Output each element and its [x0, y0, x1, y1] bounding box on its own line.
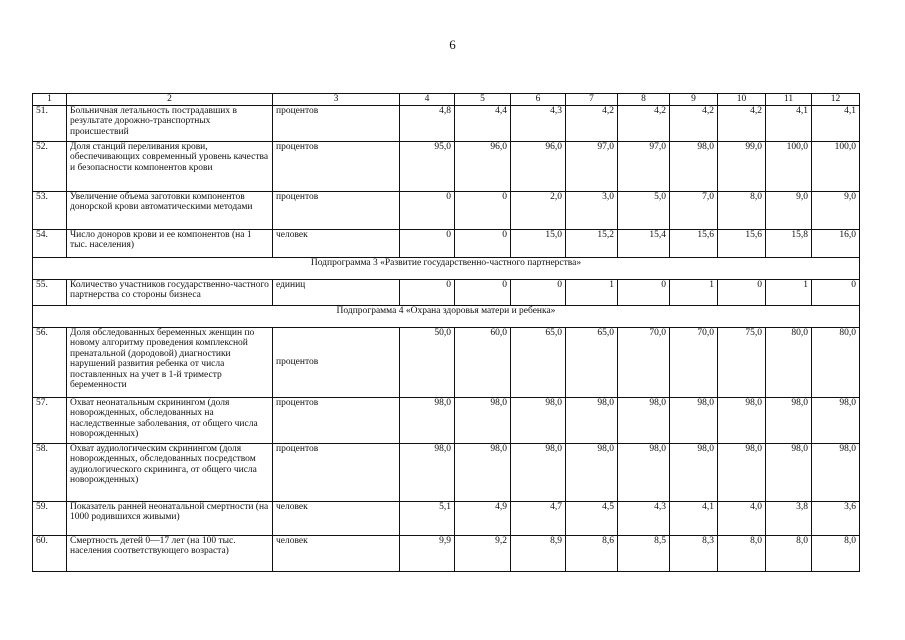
subprogram-title: Подпрограмма 4 «Охрана здоровья матери и ребенка» — [33, 305, 860, 327]
value-cell: 4,3 — [618, 501, 670, 535]
value-cell: 98,0 — [670, 443, 718, 501]
value-cell: 4,2 — [618, 105, 670, 141]
value-cell: 4,2 — [670, 105, 718, 141]
value-cell: 98,0 — [511, 397, 566, 443]
indicator-name: Количество участников государственно-частного партнерства со стороны бизнеса — [67, 279, 273, 305]
value-cell: 5,1 — [400, 501, 455, 535]
value-cell: 8,0 — [766, 535, 812, 571]
column-number-cell: 9 — [670, 94, 718, 106]
value-cell: 4,0 — [718, 501, 766, 535]
value-cell: 98,0 — [566, 397, 618, 443]
column-number-cell: 3 — [273, 94, 400, 106]
value-cell: 8,0 — [718, 535, 766, 571]
value-cell: 98,0 — [812, 443, 860, 501]
value-cell: 98,0 — [566, 443, 618, 501]
value-cell: 98,0 — [455, 443, 511, 501]
indicator-name: Показатель ранней неонатальной смертности (на 1000 родившихся живыми) — [67, 501, 273, 535]
table-row — [33, 105, 860, 141]
row-number: 55. — [33, 279, 67, 305]
value-cell: 0 — [455, 191, 511, 229]
value-cell: 4,3 — [511, 105, 566, 141]
value-cell: 4,1 — [670, 501, 718, 535]
column-number-cell: 8 — [618, 94, 670, 106]
indicator-name: Доля обследованных беременных женщин по новому алгоритму проведения комплексной пренатальной (дородовой) диагностики нарушений развития ребенка от числа поставленных на учет в 1-й триместр беременности — [67, 327, 273, 397]
value-cell: 15,0 — [511, 229, 566, 257]
value-cell: 65,0 — [566, 327, 618, 397]
value-cell: 60,0 — [455, 327, 511, 397]
table-row — [33, 229, 860, 257]
value-cell: 98,0 — [718, 397, 766, 443]
value-cell: 15,6 — [670, 229, 718, 257]
value-cell: 15,2 — [566, 229, 618, 257]
value-cell: 8,9 — [511, 535, 566, 571]
value-cell: 98,0 — [670, 397, 718, 443]
column-number-cell: 1 — [33, 94, 67, 106]
indicator-name: Больничная летальность пострадавших в результате дорожно-транспортных происшествий — [67, 105, 273, 141]
indicator-name: Число доноров крови и ее компонентов (на 1 тыс. населения) — [67, 229, 273, 257]
value-cell: 0 — [400, 191, 455, 229]
page-number: 6 — [449, 37, 456, 52]
indicator-name: Охват аудиологическим скринингом (доля новорожденных, обследованных посредством аудиологического скрининга, от общего числа новорожденных) — [67, 443, 273, 501]
value-cell: 7,0 — [670, 191, 718, 229]
value-cell: 0 — [455, 279, 511, 305]
value-cell: 15,4 — [618, 229, 670, 257]
value-cell: 1 — [766, 279, 812, 305]
value-cell: 1 — [670, 279, 718, 305]
column-number-cell: 11 — [766, 94, 812, 106]
table-row — [33, 191, 860, 229]
value-cell: 4,8 — [400, 105, 455, 141]
value-cell: 98,0 — [511, 443, 566, 501]
unit-cell: человек — [273, 229, 400, 257]
table-row — [33, 327, 860, 397]
row-number: 52. — [33, 141, 67, 191]
column-number-cell: 10 — [718, 94, 766, 106]
value-cell: 0 — [455, 229, 511, 257]
table-row — [33, 279, 860, 305]
value-cell: 0 — [718, 279, 766, 305]
value-cell: 3,6 — [812, 501, 860, 535]
value-cell: 70,0 — [618, 327, 670, 397]
table-row — [33, 397, 860, 443]
value-cell: 4,5 — [566, 501, 618, 535]
column-number-cell: 7 — [566, 94, 618, 106]
column-number-cell: 6 — [511, 94, 566, 106]
column-number-cell: 12 — [812, 94, 860, 106]
column-number-cell: 2 — [67, 94, 273, 106]
value-cell: 50,0 — [400, 327, 455, 397]
row-number: 57. — [33, 397, 67, 443]
column-number-cell: 4 — [400, 94, 455, 106]
value-cell: 15,6 — [718, 229, 766, 257]
value-cell: 95,0 — [400, 141, 455, 191]
value-cell: 96,0 — [511, 141, 566, 191]
subprogram-title: Подпрограмма 3 «Развитие государственно-частного партнерства» — [33, 257, 860, 279]
indicators-table — [32, 93, 860, 572]
value-cell: 4,4 — [455, 105, 511, 141]
unit-cell: процентов — [273, 141, 400, 191]
unit-cell: процентов — [273, 397, 400, 443]
unit-cell: процентов — [273, 191, 400, 229]
indicator-name: Доля станций переливания крови, обеспечивающих современный уровень качества и безопасности компонентов крови — [67, 141, 273, 191]
value-cell: 3,0 — [566, 191, 618, 229]
value-cell: 8,5 — [618, 535, 670, 571]
value-cell: 4,2 — [718, 105, 766, 141]
unit-cell: человек — [273, 501, 400, 535]
value-cell: 0 — [400, 229, 455, 257]
value-cell: 4,2 — [566, 105, 618, 141]
row-number: 51. — [33, 105, 67, 141]
value-cell: 98,0 — [400, 443, 455, 501]
column-number-header-row — [33, 94, 860, 106]
indicator-name: Охват неонатальным скринингом (доля новорожденных, обследованных на наследственные заболевания, от общего числа новорожденных) — [67, 397, 273, 443]
value-cell: 98,0 — [455, 397, 511, 443]
indicator-name: Увеличение объема заготовки компонентов донорской крови автоматическими методами — [67, 191, 273, 229]
value-cell: 16,0 — [812, 229, 860, 257]
value-cell: 97,0 — [618, 141, 670, 191]
value-cell: 0 — [400, 279, 455, 305]
value-cell: 100,0 — [766, 141, 812, 191]
value-cell: 8,6 — [566, 535, 618, 571]
value-cell: 0 — [511, 279, 566, 305]
value-cell: 80,0 — [766, 327, 812, 397]
value-cell: 98,0 — [718, 443, 766, 501]
row-number: 58. — [33, 443, 67, 501]
value-cell: 65,0 — [511, 327, 566, 397]
value-cell: 0 — [618, 279, 670, 305]
row-number: 60. — [33, 535, 67, 571]
value-cell: 70,0 — [670, 327, 718, 397]
table-row — [33, 501, 860, 535]
value-cell: 4,1 — [766, 105, 812, 141]
unit-cell: процентов — [273, 105, 400, 141]
value-cell: 75,0 — [718, 327, 766, 397]
unit-cell: единиц — [273, 279, 400, 305]
table-row — [33, 535, 860, 571]
unit-cell: человек — [273, 535, 400, 571]
value-cell: 4,1 — [812, 105, 860, 141]
value-cell: 98,0 — [766, 443, 812, 501]
row-number: 56. — [33, 327, 67, 397]
column-number-cell: 5 — [455, 94, 511, 106]
value-cell: 9,2 — [455, 535, 511, 571]
value-cell: 98,0 — [812, 397, 860, 443]
value-cell: 8,0 — [812, 535, 860, 571]
value-cell: 15,8 — [766, 229, 812, 257]
value-cell: 98,0 — [400, 397, 455, 443]
indicator-name: Смертность детей 0—17 лет (на 100 тыс. населения соответствующего возраста) — [67, 535, 273, 571]
table-row — [33, 443, 860, 501]
value-cell: 100,0 — [812, 141, 860, 191]
unit-cell: процентов — [273, 443, 400, 501]
value-cell: 9,0 — [812, 191, 860, 229]
value-cell: 8,0 — [718, 191, 766, 229]
value-cell: 2,0 — [511, 191, 566, 229]
value-cell: 1 — [566, 279, 618, 305]
value-cell: 4,9 — [455, 501, 511, 535]
value-cell: 8,3 — [670, 535, 718, 571]
value-cell: 97,0 — [566, 141, 618, 191]
row-number: 53. — [33, 191, 67, 229]
subprogram-row — [33, 257, 860, 279]
value-cell: 98,0 — [618, 397, 670, 443]
value-cell: 0 — [812, 279, 860, 305]
row-number: 54. — [33, 229, 67, 257]
value-cell: 99,0 — [718, 141, 766, 191]
value-cell: 98,0 — [618, 443, 670, 501]
value-cell: 3,8 — [766, 501, 812, 535]
table-row — [33, 141, 860, 191]
value-cell: 96,0 — [455, 141, 511, 191]
value-cell: 98,0 — [766, 397, 812, 443]
value-cell: 80,0 — [812, 327, 860, 397]
value-cell: 9,9 — [400, 535, 455, 571]
value-cell: 4,7 — [511, 501, 566, 535]
value-cell: 5,0 — [618, 191, 670, 229]
value-cell: 9,0 — [766, 191, 812, 229]
row-number: 59. — [33, 501, 67, 535]
subprogram-row — [33, 305, 860, 327]
value-cell: 98,0 — [670, 141, 718, 191]
unit-cell: процентов — [273, 327, 400, 397]
